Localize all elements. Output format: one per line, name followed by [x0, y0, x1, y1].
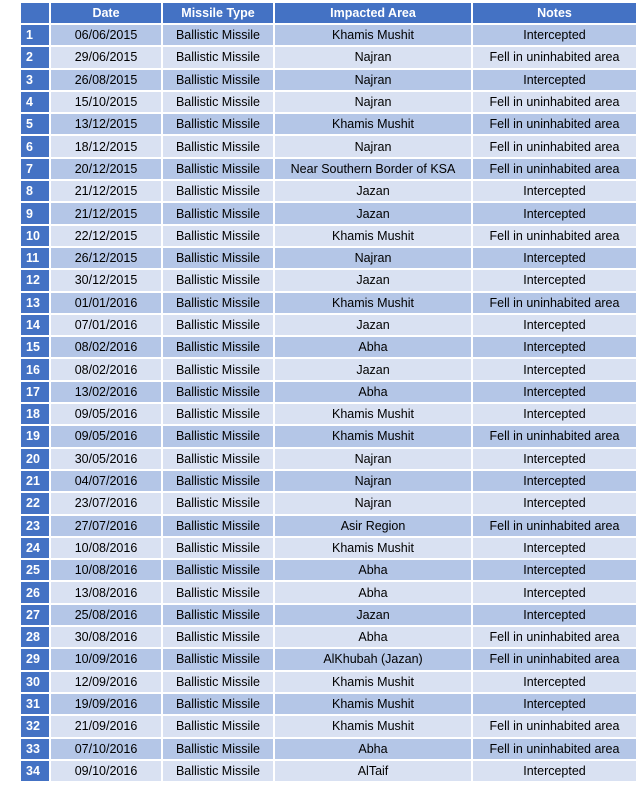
cell-date: 09/10/2016 [51, 761, 161, 781]
cell-notes: Intercepted [473, 203, 636, 223]
cell-impacted-area: Najran [275, 493, 471, 513]
cell-date: 15/10/2015 [51, 92, 161, 112]
cell-missile-type: Ballistic Missile [163, 270, 273, 290]
cell-missile-type: Ballistic Missile [163, 582, 273, 602]
cell-notes: Intercepted [473, 761, 636, 781]
cell-number: 34 [21, 761, 49, 781]
table-row [21, 270, 636, 290]
cell-number: 17 [21, 382, 49, 402]
cell-impacted-area: AlTaif [275, 761, 471, 781]
cell-impacted-area: Najran [275, 136, 471, 156]
cell-impacted-area: Abha [275, 739, 471, 759]
cell-impacted-area: Abha [275, 382, 471, 402]
table-row [21, 359, 636, 379]
cell-missile-type: Ballistic Missile [163, 672, 273, 692]
cell-notes: Fell in uninhabited area [473, 739, 636, 759]
table-row [21, 582, 636, 602]
cell-number: 24 [21, 538, 49, 558]
cell-notes: Intercepted [473, 382, 636, 402]
cell-number: 20 [21, 449, 49, 469]
cell-number: 22 [21, 493, 49, 513]
cell-impacted-area: Khamis Mushit [275, 672, 471, 692]
table-row [21, 226, 636, 246]
cell-date: 30/05/2016 [51, 449, 161, 469]
table-row [21, 672, 636, 692]
cell-date: 19/09/2016 [51, 694, 161, 714]
cell-date: 13/02/2016 [51, 382, 161, 402]
header-missile-type: Missile Type [163, 3, 273, 23]
cell-impacted-area: Jazan [275, 359, 471, 379]
cell-missile-type: Ballistic Missile [163, 92, 273, 112]
cell-date: 21/12/2015 [51, 203, 161, 223]
table-row [21, 627, 636, 647]
cell-date: 04/07/2016 [51, 471, 161, 491]
cell-missile-type: Ballistic Missile [163, 516, 273, 536]
table-row [21, 293, 636, 313]
table-row [21, 47, 636, 67]
cell-date: 07/01/2016 [51, 315, 161, 335]
cell-notes: Fell in uninhabited area [473, 136, 636, 156]
cell-date: 21/09/2016 [51, 716, 161, 736]
cell-missile-type: Ballistic Missile [163, 203, 273, 223]
cell-date: 09/05/2016 [51, 404, 161, 424]
cell-missile-type: Ballistic Missile [163, 114, 273, 134]
cell-notes: Fell in uninhabited area [473, 627, 636, 647]
cell-date: 22/12/2015 [51, 226, 161, 246]
cell-date: 12/09/2016 [51, 672, 161, 692]
cell-notes: Intercepted [473, 337, 636, 357]
cell-missile-type: Ballistic Missile [163, 739, 273, 759]
cell-impacted-area: Khamis Mushit [275, 226, 471, 246]
cell-number: 6 [21, 136, 49, 156]
cell-date: 13/08/2016 [51, 582, 161, 602]
cell-date: 18/12/2015 [51, 136, 161, 156]
cell-impacted-area: Khamis Mushit [275, 404, 471, 424]
cell-number: 11 [21, 248, 49, 268]
missile-table [19, 1, 638, 783]
cell-date: 20/12/2015 [51, 159, 161, 179]
cell-notes: Intercepted [473, 181, 636, 201]
cell-number: 7 [21, 159, 49, 179]
cell-notes: Fell in uninhabited area [473, 226, 636, 246]
cell-impacted-area: Jazan [275, 181, 471, 201]
cell-number: 10 [21, 226, 49, 246]
cell-missile-type: Ballistic Missile [163, 248, 273, 268]
cell-impacted-area: Jazan [275, 605, 471, 625]
header-number [21, 3, 49, 23]
cell-impacted-area: Abha [275, 627, 471, 647]
cell-missile-type: Ballistic Missile [163, 716, 273, 736]
cell-impacted-area: Abha [275, 337, 471, 357]
cell-impacted-area: Khamis Mushit [275, 694, 471, 714]
cell-missile-type: Ballistic Missile [163, 649, 273, 669]
cell-missile-type: Ballistic Missile [163, 560, 273, 580]
cell-impacted-area: Abha [275, 582, 471, 602]
cell-impacted-area: Najran [275, 92, 471, 112]
cell-number: 9 [21, 203, 49, 223]
table-row [21, 70, 636, 90]
cell-date: 26/08/2015 [51, 70, 161, 90]
table-row [21, 426, 636, 446]
cell-impacted-area: Jazan [275, 270, 471, 290]
cell-notes: Intercepted [473, 582, 636, 602]
cell-date: 13/12/2015 [51, 114, 161, 134]
cell-notes: Fell in uninhabited area [473, 426, 636, 446]
cell-number: 27 [21, 605, 49, 625]
header-date: Date [51, 3, 161, 23]
cell-missile-type: Ballistic Missile [163, 627, 273, 647]
cell-notes: Intercepted [473, 694, 636, 714]
missile-table-container [21, 3, 620, 781]
cell-missile-type: Ballistic Missile [163, 181, 273, 201]
cell-number: 1 [21, 25, 49, 45]
table-row [21, 538, 636, 558]
header-impacted-area: Impacted Area [275, 3, 471, 23]
cell-impacted-area: Khamis Mushit [275, 114, 471, 134]
table-row [21, 605, 636, 625]
cell-notes: Intercepted [473, 70, 636, 90]
cell-impacted-area: Asir Region [275, 516, 471, 536]
cell-missile-type: Ballistic Missile [163, 47, 273, 67]
cell-date: 25/08/2016 [51, 605, 161, 625]
table-row [21, 716, 636, 736]
cell-notes: Intercepted [473, 538, 636, 558]
cell-date: 10/08/2016 [51, 538, 161, 558]
cell-notes: Intercepted [473, 25, 636, 45]
cell-date: 26/12/2015 [51, 248, 161, 268]
table-row [21, 382, 636, 402]
cell-impacted-area: Khamis Mushit [275, 538, 471, 558]
table-row [21, 404, 636, 424]
cell-date: 10/09/2016 [51, 649, 161, 669]
table-row [21, 471, 636, 491]
cell-notes: Intercepted [473, 270, 636, 290]
cell-number: 19 [21, 426, 49, 446]
cell-number: 14 [21, 315, 49, 335]
cell-number: 21 [21, 471, 49, 491]
cell-impacted-area: Najran [275, 449, 471, 469]
cell-date: 10/08/2016 [51, 560, 161, 580]
cell-notes: Intercepted [473, 560, 636, 580]
cell-missile-type: Ballistic Missile [163, 694, 273, 714]
cell-impacted-area: Abha [275, 560, 471, 580]
cell-number: 30 [21, 672, 49, 692]
cell-notes: Intercepted [473, 672, 636, 692]
table-row [21, 136, 636, 156]
cell-missile-type: Ballistic Missile [163, 226, 273, 246]
cell-missile-type: Ballistic Missile [163, 404, 273, 424]
cell-missile-type: Ballistic Missile [163, 471, 273, 491]
cell-date: 23/07/2016 [51, 493, 161, 513]
cell-number: 15 [21, 337, 49, 357]
table-row [21, 114, 636, 134]
cell-notes: Fell in uninhabited area [473, 114, 636, 134]
cell-notes: Fell in uninhabited area [473, 649, 636, 669]
cell-date: 29/06/2015 [51, 47, 161, 67]
cell-date: 07/10/2016 [51, 739, 161, 759]
cell-date: 21/12/2015 [51, 181, 161, 201]
cell-notes: Intercepted [473, 493, 636, 513]
cell-number: 32 [21, 716, 49, 736]
cell-date: 08/02/2016 [51, 359, 161, 379]
cell-notes: Intercepted [473, 605, 636, 625]
cell-missile-type: Ballistic Missile [163, 136, 273, 156]
table-row [21, 203, 636, 223]
cell-number: 28 [21, 627, 49, 647]
table-row [21, 159, 636, 179]
cell-impacted-area: Near Southern Border of KSA [275, 159, 471, 179]
cell-missile-type: Ballistic Missile [163, 538, 273, 558]
cell-notes: Intercepted [473, 248, 636, 268]
cell-impacted-area: Jazan [275, 315, 471, 335]
cell-notes: Fell in uninhabited area [473, 716, 636, 736]
table-row [21, 315, 636, 335]
cell-missile-type: Ballistic Missile [163, 337, 273, 357]
cell-number: 4 [21, 92, 49, 112]
cell-impacted-area: Khamis Mushit [275, 716, 471, 736]
cell-missile-type: Ballistic Missile [163, 493, 273, 513]
table-row [21, 649, 636, 669]
table-row [21, 739, 636, 759]
header-row [21, 3, 636, 23]
cell-notes: Fell in uninhabited area [473, 92, 636, 112]
cell-impacted-area: AlKhubah (Jazan) [275, 649, 471, 669]
cell-notes: Intercepted [473, 315, 636, 335]
cell-date: 09/05/2016 [51, 426, 161, 446]
cell-number: 31 [21, 694, 49, 714]
cell-number: 13 [21, 293, 49, 313]
cell-missile-type: Ballistic Missile [163, 382, 273, 402]
cell-number: 18 [21, 404, 49, 424]
cell-number: 33 [21, 739, 49, 759]
table-row [21, 493, 636, 513]
cell-number: 5 [21, 114, 49, 134]
cell-impacted-area: Najran [275, 70, 471, 90]
header-notes: Notes [473, 3, 636, 23]
table-row [21, 694, 636, 714]
cell-missile-type: Ballistic Missile [163, 449, 273, 469]
cell-number: 23 [21, 516, 49, 536]
table-row [21, 248, 636, 268]
cell-impacted-area: Khamis Mushit [275, 426, 471, 446]
table-body [21, 25, 636, 781]
cell-notes: Intercepted [473, 359, 636, 379]
table-row [21, 25, 636, 45]
cell-notes: Fell in uninhabited area [473, 47, 636, 67]
cell-impacted-area: Najran [275, 47, 471, 67]
cell-missile-type: Ballistic Missile [163, 25, 273, 45]
table-row [21, 516, 636, 536]
table-row [21, 761, 636, 781]
cell-number: 8 [21, 181, 49, 201]
cell-date: 27/07/2016 [51, 516, 161, 536]
cell-missile-type: Ballistic Missile [163, 426, 273, 446]
cell-impacted-area: Jazan [275, 203, 471, 223]
cell-notes: Fell in uninhabited area [473, 516, 636, 536]
cell-impacted-area: Khamis Mushit [275, 25, 471, 45]
cell-date: 01/01/2016 [51, 293, 161, 313]
table-row [21, 449, 636, 469]
cell-missile-type: Ballistic Missile [163, 605, 273, 625]
cell-number: 26 [21, 582, 49, 602]
cell-impacted-area: Najran [275, 248, 471, 268]
cell-notes: Fell in uninhabited area [473, 159, 636, 179]
table-row [21, 181, 636, 201]
cell-date: 06/06/2015 [51, 25, 161, 45]
table-row [21, 337, 636, 357]
cell-impacted-area: Najran [275, 471, 471, 491]
table-row [21, 92, 636, 112]
cell-date: 30/08/2016 [51, 627, 161, 647]
table-row [21, 560, 636, 580]
cell-date: 30/12/2015 [51, 270, 161, 290]
cell-notes: Intercepted [473, 471, 636, 491]
cell-missile-type: Ballistic Missile [163, 761, 273, 781]
cell-number: 2 [21, 47, 49, 67]
cell-number: 3 [21, 70, 49, 90]
cell-notes: Intercepted [473, 404, 636, 424]
cell-notes: Fell in uninhabited area [473, 293, 636, 313]
cell-missile-type: Ballistic Missile [163, 293, 273, 313]
cell-date: 08/02/2016 [51, 337, 161, 357]
cell-missile-type: Ballistic Missile [163, 70, 273, 90]
cell-number: 12 [21, 270, 49, 290]
cell-number: 16 [21, 359, 49, 379]
cell-impacted-area: Khamis Mushit [275, 293, 471, 313]
cell-notes: Intercepted [473, 449, 636, 469]
cell-missile-type: Ballistic Missile [163, 359, 273, 379]
cell-number: 29 [21, 649, 49, 669]
cell-number: 25 [21, 560, 49, 580]
cell-missile-type: Ballistic Missile [163, 315, 273, 335]
cell-missile-type: Ballistic Missile [163, 159, 273, 179]
